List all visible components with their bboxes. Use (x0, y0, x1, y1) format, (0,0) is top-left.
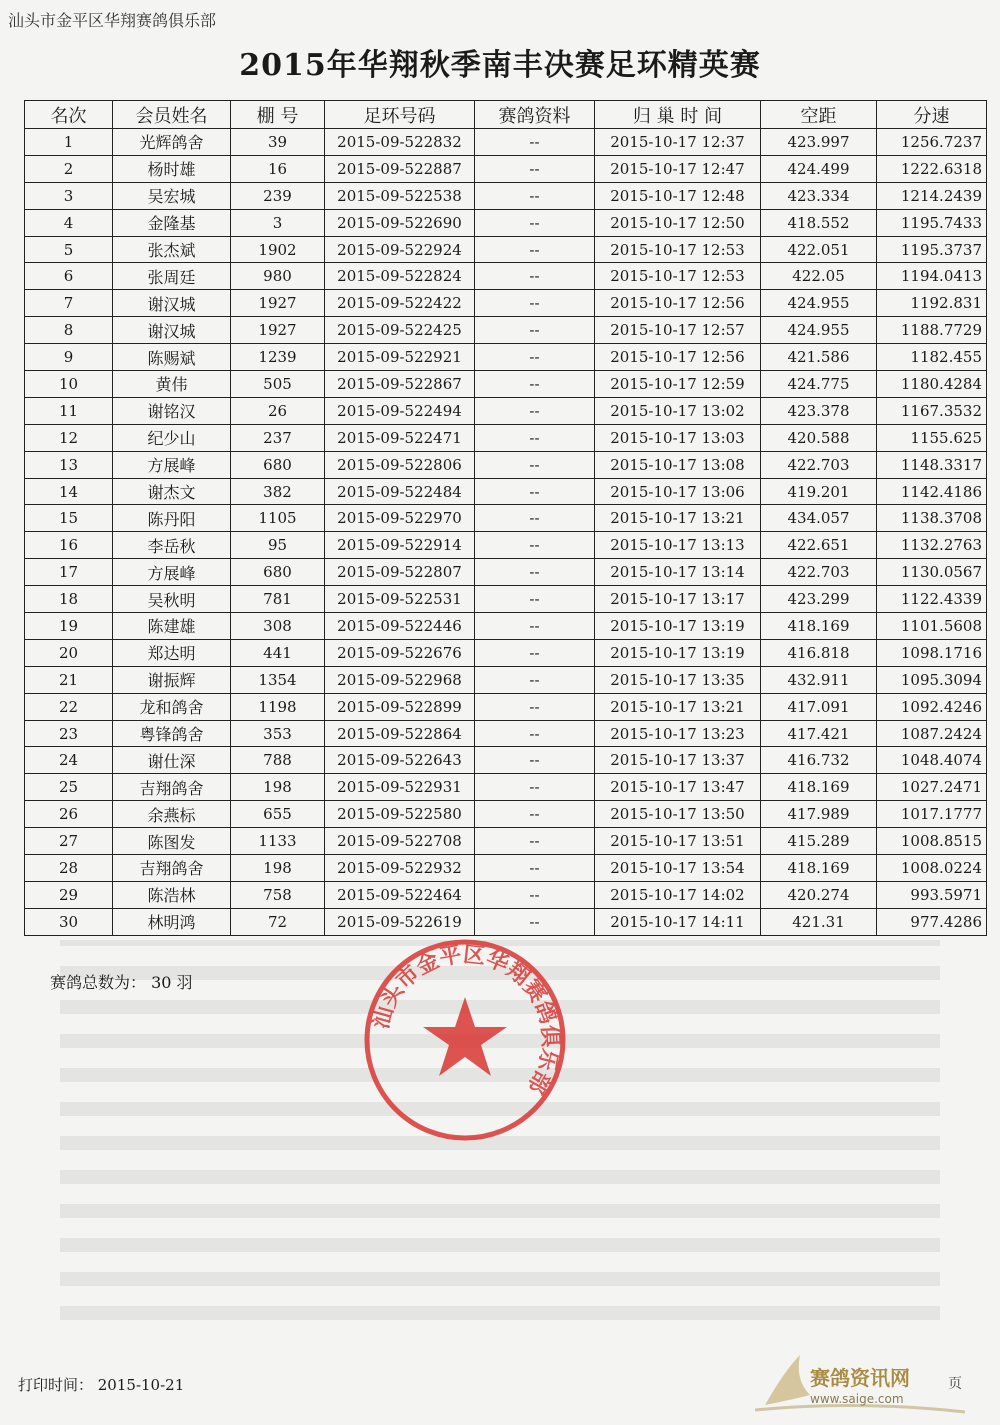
cell-speed: 1008.0224 (877, 855, 987, 882)
cell-member-name: 粤锋鸽舍 (113, 720, 231, 747)
cell-member-name: 吴秋明 (113, 586, 231, 613)
cell-ring-number: 2015-09-522887 (325, 155, 475, 182)
cell-member-name: 纪少山 (113, 424, 231, 451)
cell-loft: 980 (231, 263, 325, 290)
cell-ring-number: 2015-09-522968 (325, 666, 475, 693)
cell-loft: 308 (231, 613, 325, 640)
cell-member-name: 张周廷 (113, 263, 231, 290)
cell-speed: 1027.2471 (877, 774, 987, 801)
cell-pigeon-info: -- (475, 586, 595, 613)
cell-ring-number: 2015-09-522471 (325, 424, 475, 451)
table-row (25, 397, 987, 424)
cell-speed: 1142.4186 (877, 478, 987, 505)
cell-speed: 1087.2424 (877, 720, 987, 747)
cell-distance: 421.31 (761, 908, 877, 935)
cell-arrival-time: 2015-10-17 13:21 (595, 693, 761, 720)
cell-rank: 17 (25, 559, 113, 586)
cell-member-name: 余燕标 (113, 801, 231, 828)
watermark-url: www.saige.com (810, 1392, 904, 1406)
cell-speed: 1256.7237 (877, 129, 987, 156)
cell-rank: 2 (25, 155, 113, 182)
table-row (25, 639, 987, 666)
cell-rank: 27 (25, 828, 113, 855)
cell-rank: 30 (25, 908, 113, 935)
cell-speed: 1167.3532 (877, 397, 987, 424)
cell-loft: 1902 (231, 236, 325, 263)
club-name: 汕头市金平区华翔赛鸽俱乐部 (8, 11, 217, 30)
cell-loft: 758 (231, 881, 325, 908)
table-row (25, 263, 987, 290)
cell-arrival-time: 2015-10-17 13:37 (595, 747, 761, 774)
cell-distance: 424.955 (761, 290, 877, 317)
table-row (25, 209, 987, 236)
cell-loft: 1105 (231, 505, 325, 532)
table-row (25, 855, 987, 882)
cell-ring-number: 2015-09-522970 (325, 505, 475, 532)
table-row (25, 182, 987, 209)
cell-member-name: 谢汉城 (113, 290, 231, 317)
cell-ring-number: 2015-09-522676 (325, 639, 475, 666)
cell-member-name: 谢汉城 (113, 317, 231, 344)
cell-pigeon-info: -- (475, 129, 595, 156)
cell-rank: 21 (25, 666, 113, 693)
cell-loft: 1239 (231, 344, 325, 371)
cell-arrival-time: 2015-10-17 12:53 (595, 263, 761, 290)
cell-loft: 505 (231, 371, 325, 398)
cell-rank: 1 (25, 129, 113, 156)
cell-distance: 423.299 (761, 586, 877, 613)
table-row (25, 344, 987, 371)
cell-rank: 18 (25, 586, 113, 613)
cell-speed: 1195.3737 (877, 236, 987, 263)
cell-ring-number: 2015-09-522446 (325, 613, 475, 640)
cell-distance: 416.818 (761, 639, 877, 666)
total-pigeons: 赛鸽总数为： 30 羽 (50, 973, 193, 992)
cell-rank: 28 (25, 855, 113, 882)
cell-ring-number: 2015-09-522807 (325, 559, 475, 586)
cell-rank: 20 (25, 639, 113, 666)
cell-arrival-time: 2015-10-17 12:59 (595, 371, 761, 398)
cell-rank: 14 (25, 478, 113, 505)
cell-distance: 418.169 (761, 774, 877, 801)
cell-ring-number: 2015-09-522619 (325, 908, 475, 935)
seal-graphic (367, 942, 563, 1138)
cell-rank: 10 (25, 371, 113, 398)
cell-ring-number: 2015-09-522531 (325, 586, 475, 613)
cell-pigeon-info: -- (475, 559, 595, 586)
column-header-distance: 空距 (761, 101, 877, 129)
cell-speed: 1188.7729 (877, 317, 987, 344)
cell-distance: 419.201 (761, 478, 877, 505)
club-seal (360, 935, 570, 1145)
cell-speed: 977.4286 (877, 908, 987, 935)
cell-speed: 1180.4284 (877, 371, 987, 398)
cell-distance: 424.775 (761, 371, 877, 398)
table-row (25, 424, 987, 451)
table-row (25, 532, 987, 559)
cell-pigeon-info: -- (475, 693, 595, 720)
cell-pigeon-info: -- (475, 263, 595, 290)
cell-distance: 434.057 (761, 505, 877, 532)
cell-loft: 655 (231, 801, 325, 828)
cell-pigeon-info: -- (475, 774, 595, 801)
cell-arrival-time: 2015-10-17 13:21 (595, 505, 761, 532)
cell-pigeon-info: -- (475, 155, 595, 182)
cell-loft: 237 (231, 424, 325, 451)
cell-speed: 1132.2763 (877, 532, 987, 559)
cell-arrival-time: 2015-10-17 13:47 (595, 774, 761, 801)
cell-pigeon-info: -- (475, 209, 595, 236)
cell-ring-number: 2015-09-522494 (325, 397, 475, 424)
table-row (25, 290, 987, 317)
cell-ring-number: 2015-09-522538 (325, 182, 475, 209)
table-header-row (25, 101, 987, 129)
table-row (25, 559, 987, 586)
cell-speed: 1182.455 (877, 344, 987, 371)
watermark-site-name: 赛鸽资讯网 (810, 1366, 910, 1390)
cell-speed: 1148.3317 (877, 451, 987, 478)
cell-ring-number: 2015-09-522484 (325, 478, 475, 505)
cell-ring-number: 2015-09-522832 (325, 129, 475, 156)
cell-arrival-time: 2015-10-17 13:51 (595, 828, 761, 855)
cell-arrival-time: 2015-10-17 12:48 (595, 182, 761, 209)
cell-member-name: 郑达明 (113, 639, 231, 666)
column-header-speed: 分速 (877, 101, 987, 129)
cell-distance: 422.651 (761, 532, 877, 559)
cell-arrival-time: 2015-10-17 12:57 (595, 317, 761, 344)
cell-arrival-time: 2015-10-17 13:35 (595, 666, 761, 693)
cell-loft: 1354 (231, 666, 325, 693)
cell-rank: 29 (25, 881, 113, 908)
cell-speed: 1195.7433 (877, 209, 987, 236)
cell-member-name: 金隆基 (113, 209, 231, 236)
cell-ring-number: 2015-09-522867 (325, 371, 475, 398)
cell-member-name: 光辉鸽舍 (113, 129, 231, 156)
cell-speed: 1095.3094 (877, 666, 987, 693)
table-row (25, 908, 987, 935)
cell-arrival-time: 2015-10-17 13:06 (595, 478, 761, 505)
cell-pigeon-info: -- (475, 290, 595, 317)
cell-distance: 422.05 (761, 263, 877, 290)
cell-member-name: 陈图发 (113, 828, 231, 855)
cell-pigeon-info: -- (475, 478, 595, 505)
cell-member-name: 陈浩林 (113, 881, 231, 908)
cell-distance: 422.703 (761, 451, 877, 478)
cell-loft: 198 (231, 774, 325, 801)
cell-loft: 680 (231, 451, 325, 478)
cell-rank: 25 (25, 774, 113, 801)
cell-ring-number: 2015-09-522806 (325, 451, 475, 478)
table-row (25, 236, 987, 263)
table-row (25, 801, 987, 828)
print-time: 打印时间： 2015-10-21 (18, 1376, 185, 1394)
cell-speed: 1138.3708 (877, 505, 987, 532)
cell-arrival-time: 2015-10-17 13:08 (595, 451, 761, 478)
cell-member-name: 龙和鸽舍 (113, 693, 231, 720)
cell-distance: 418.169 (761, 613, 877, 640)
cell-speed: 1130.0567 (877, 559, 987, 586)
table-row (25, 720, 987, 747)
table-row (25, 129, 987, 156)
cell-pigeon-info: -- (475, 908, 595, 935)
cell-speed: 1048.4074 (877, 747, 987, 774)
cell-distance: 422.703 (761, 559, 877, 586)
cell-pigeon-info: -- (475, 801, 595, 828)
table-row (25, 881, 987, 908)
cell-member-name: 吉翔鸽舍 (113, 774, 231, 801)
table-row (25, 317, 987, 344)
cell-member-name: 李岳秋 (113, 532, 231, 559)
cell-distance: 423.378 (761, 397, 877, 424)
cell-pigeon-info: -- (475, 451, 595, 478)
cell-member-name: 陈建雄 (113, 613, 231, 640)
table-row (25, 371, 987, 398)
cell-distance: 416.732 (761, 747, 877, 774)
cell-ring-number: 2015-09-522464 (325, 881, 475, 908)
cell-arrival-time: 2015-10-17 13:13 (595, 532, 761, 559)
cell-distance: 415.289 (761, 828, 877, 855)
cell-distance: 418.169 (761, 855, 877, 882)
cell-arrival-time: 2015-10-17 14:11 (595, 908, 761, 935)
table-row (25, 666, 987, 693)
cell-distance: 422.051 (761, 236, 877, 263)
cell-loft: 788 (231, 747, 325, 774)
cell-loft: 198 (231, 855, 325, 882)
cell-speed: 1214.2439 (877, 182, 987, 209)
cell-pigeon-info: -- (475, 720, 595, 747)
cell-ring-number: 2015-09-522899 (325, 693, 475, 720)
column-header-loft: 棚 号 (231, 101, 325, 129)
cell-loft: 781 (231, 586, 325, 613)
cell-distance: 423.334 (761, 182, 877, 209)
cell-distance: 417.091 (761, 693, 877, 720)
cell-distance: 421.586 (761, 344, 877, 371)
cell-distance: 423.997 (761, 129, 877, 156)
cell-pigeon-info: -- (475, 371, 595, 398)
column-header-rank: 名次 (25, 101, 113, 129)
cell-ring-number: 2015-09-522924 (325, 236, 475, 263)
cell-arrival-time: 2015-10-17 13:19 (595, 639, 761, 666)
table-row (25, 478, 987, 505)
cell-distance: 420.274 (761, 881, 877, 908)
cell-member-name: 谢振辉 (113, 666, 231, 693)
cell-arrival-time: 2015-10-17 13:54 (595, 855, 761, 882)
column-header-pigeon-info: 赛鸽资料 (475, 101, 595, 129)
cell-loft: 680 (231, 559, 325, 586)
cell-ring-number: 2015-09-522708 (325, 828, 475, 855)
cell-ring-number: 2015-09-522864 (325, 720, 475, 747)
cell-loft: 26 (231, 397, 325, 424)
cell-rank: 26 (25, 801, 113, 828)
cell-member-name: 方展峰 (113, 559, 231, 586)
cell-member-name: 陈丹阳 (113, 505, 231, 532)
table-row (25, 747, 987, 774)
cell-distance: 417.989 (761, 801, 877, 828)
cell-loft: 382 (231, 478, 325, 505)
cell-loft: 1927 (231, 290, 325, 317)
table-row (25, 505, 987, 532)
cell-pigeon-info: -- (475, 236, 595, 263)
cell-pigeon-info: -- (475, 747, 595, 774)
table-row (25, 155, 987, 182)
cell-loft: 3 (231, 209, 325, 236)
cell-rank: 11 (25, 397, 113, 424)
cell-speed: 1092.4246 (877, 693, 987, 720)
cell-speed: 993.5971 (877, 881, 987, 908)
cell-ring-number: 2015-09-522422 (325, 290, 475, 317)
cell-member-name: 林明鸿 (113, 908, 231, 935)
cell-member-name: 方展峰 (113, 451, 231, 478)
cell-pigeon-info: -- (475, 397, 595, 424)
cell-pigeon-info: -- (475, 613, 595, 640)
cell-distance: 417.421 (761, 720, 877, 747)
cell-ring-number: 2015-09-522580 (325, 801, 475, 828)
cell-member-name: 谢仕深 (113, 747, 231, 774)
cell-member-name: 杨时雄 (113, 155, 231, 182)
cell-arrival-time: 2015-10-17 12:37 (595, 129, 761, 156)
cell-ring-number: 2015-09-522690 (325, 209, 475, 236)
table-row (25, 828, 987, 855)
cell-pigeon-info: -- (475, 532, 595, 559)
cell-loft: 1133 (231, 828, 325, 855)
cell-member-name: 吴宏城 (113, 182, 231, 209)
cell-speed: 1017.1777 (877, 801, 987, 828)
cell-pigeon-info: -- (475, 317, 595, 344)
results-table (24, 100, 987, 936)
table-row (25, 613, 987, 640)
cell-arrival-time: 2015-10-17 13:03 (595, 424, 761, 451)
cell-pigeon-info: -- (475, 855, 595, 882)
cell-rank: 19 (25, 613, 113, 640)
cell-arrival-time: 2015-10-17 13:19 (595, 613, 761, 640)
cell-rank: 7 (25, 290, 113, 317)
cell-member-name: 谢铭汉 (113, 397, 231, 424)
cell-speed: 1008.8515 (877, 828, 987, 855)
cell-pigeon-info: -- (475, 828, 595, 855)
cell-ring-number: 2015-09-522914 (325, 532, 475, 559)
cell-arrival-time: 2015-10-17 12:47 (595, 155, 761, 182)
cell-pigeon-info: -- (475, 505, 595, 532)
cell-arrival-time: 2015-10-17 12:56 (595, 344, 761, 371)
cell-loft: 95 (231, 532, 325, 559)
column-header-member-name: 会员姓名 (113, 101, 231, 129)
cell-rank: 9 (25, 344, 113, 371)
cell-member-name: 谢杰文 (113, 478, 231, 505)
cell-rank: 23 (25, 720, 113, 747)
cell-speed: 1192.831 (877, 290, 987, 317)
cell-rank: 13 (25, 451, 113, 478)
cell-pigeon-info: -- (475, 881, 595, 908)
cell-loft: 72 (231, 908, 325, 935)
cell-rank: 24 (25, 747, 113, 774)
page-title: 2015年华翔秋季南丰决赛足环精英赛 (239, 48, 761, 83)
cell-distance: 418.552 (761, 209, 877, 236)
cell-arrival-time: 2015-10-17 13:14 (595, 559, 761, 586)
cell-rank: 3 (25, 182, 113, 209)
cell-arrival-time: 2015-10-17 13:02 (595, 397, 761, 424)
column-header-arrival-time: 归 巢 时 间 (595, 101, 761, 129)
cell-ring-number: 2015-09-522643 (325, 747, 475, 774)
cell-rank: 12 (25, 424, 113, 451)
cell-ring-number: 2015-09-522824 (325, 263, 475, 290)
results-body (25, 129, 987, 936)
cell-arrival-time: 2015-10-17 14:02 (595, 881, 761, 908)
table-row (25, 693, 987, 720)
svg-text:汕头市金平区华翔赛鸽俱乐部: 汕头市金平区华翔赛鸽俱乐部 (368, 942, 563, 1098)
cell-speed: 1155.625 (877, 424, 987, 451)
cell-rank: 15 (25, 505, 113, 532)
cell-member-name: 黄伟 (113, 371, 231, 398)
table-row (25, 774, 987, 801)
cell-distance: 432.911 (761, 666, 877, 693)
cell-pigeon-info: -- (475, 639, 595, 666)
cell-pigeon-info: -- (475, 344, 595, 371)
cell-speed: 1194.0413 (877, 263, 987, 290)
cell-speed: 1101.5608 (877, 613, 987, 640)
column-header-ring-number: 足环号码 (325, 101, 475, 129)
cell-pigeon-info: -- (475, 424, 595, 451)
cell-pigeon-info: -- (475, 666, 595, 693)
cell-loft: 1198 (231, 693, 325, 720)
page-label: 页 (948, 1376, 962, 1392)
cell-loft: 353 (231, 720, 325, 747)
cell-arrival-time: 2015-10-17 12:50 (595, 209, 761, 236)
cell-rank: 22 (25, 693, 113, 720)
cell-arrival-time: 2015-10-17 13:23 (595, 720, 761, 747)
cell-loft: 16 (231, 155, 325, 182)
cell-arrival-time: 2015-10-17 13:17 (595, 586, 761, 613)
cell-loft: 441 (231, 639, 325, 666)
cell-ring-number: 2015-09-522931 (325, 774, 475, 801)
cell-rank: 4 (25, 209, 113, 236)
cell-loft: 239 (231, 182, 325, 209)
cell-distance: 424.499 (761, 155, 877, 182)
cell-arrival-time: 2015-10-17 12:56 (595, 290, 761, 317)
cell-rank: 8 (25, 317, 113, 344)
cell-speed: 1122.4339 (877, 586, 987, 613)
cell-rank: 6 (25, 263, 113, 290)
cell-pigeon-info: -- (475, 182, 595, 209)
cell-member-name: 陈赐斌 (113, 344, 231, 371)
cell-distance: 420.588 (761, 424, 877, 451)
cell-distance: 424.955 (761, 317, 877, 344)
cell-speed: 1098.1716 (877, 639, 987, 666)
cell-member-name: 吉翔鸽舍 (113, 855, 231, 882)
cell-ring-number: 2015-09-522932 (325, 855, 475, 882)
cell-arrival-time: 2015-10-17 13:50 (595, 801, 761, 828)
cell-loft: 39 (231, 129, 325, 156)
table-row (25, 586, 987, 613)
cell-ring-number: 2015-09-522425 (325, 317, 475, 344)
cell-rank: 5 (25, 236, 113, 263)
cell-arrival-time: 2015-10-17 12:53 (595, 236, 761, 263)
cell-rank: 16 (25, 532, 113, 559)
cell-loft: 1927 (231, 317, 325, 344)
cell-member-name: 张杰斌 (113, 236, 231, 263)
cell-speed: 1222.6318 (877, 155, 987, 182)
table-row (25, 451, 987, 478)
cell-ring-number: 2015-09-522921 (325, 344, 475, 371)
